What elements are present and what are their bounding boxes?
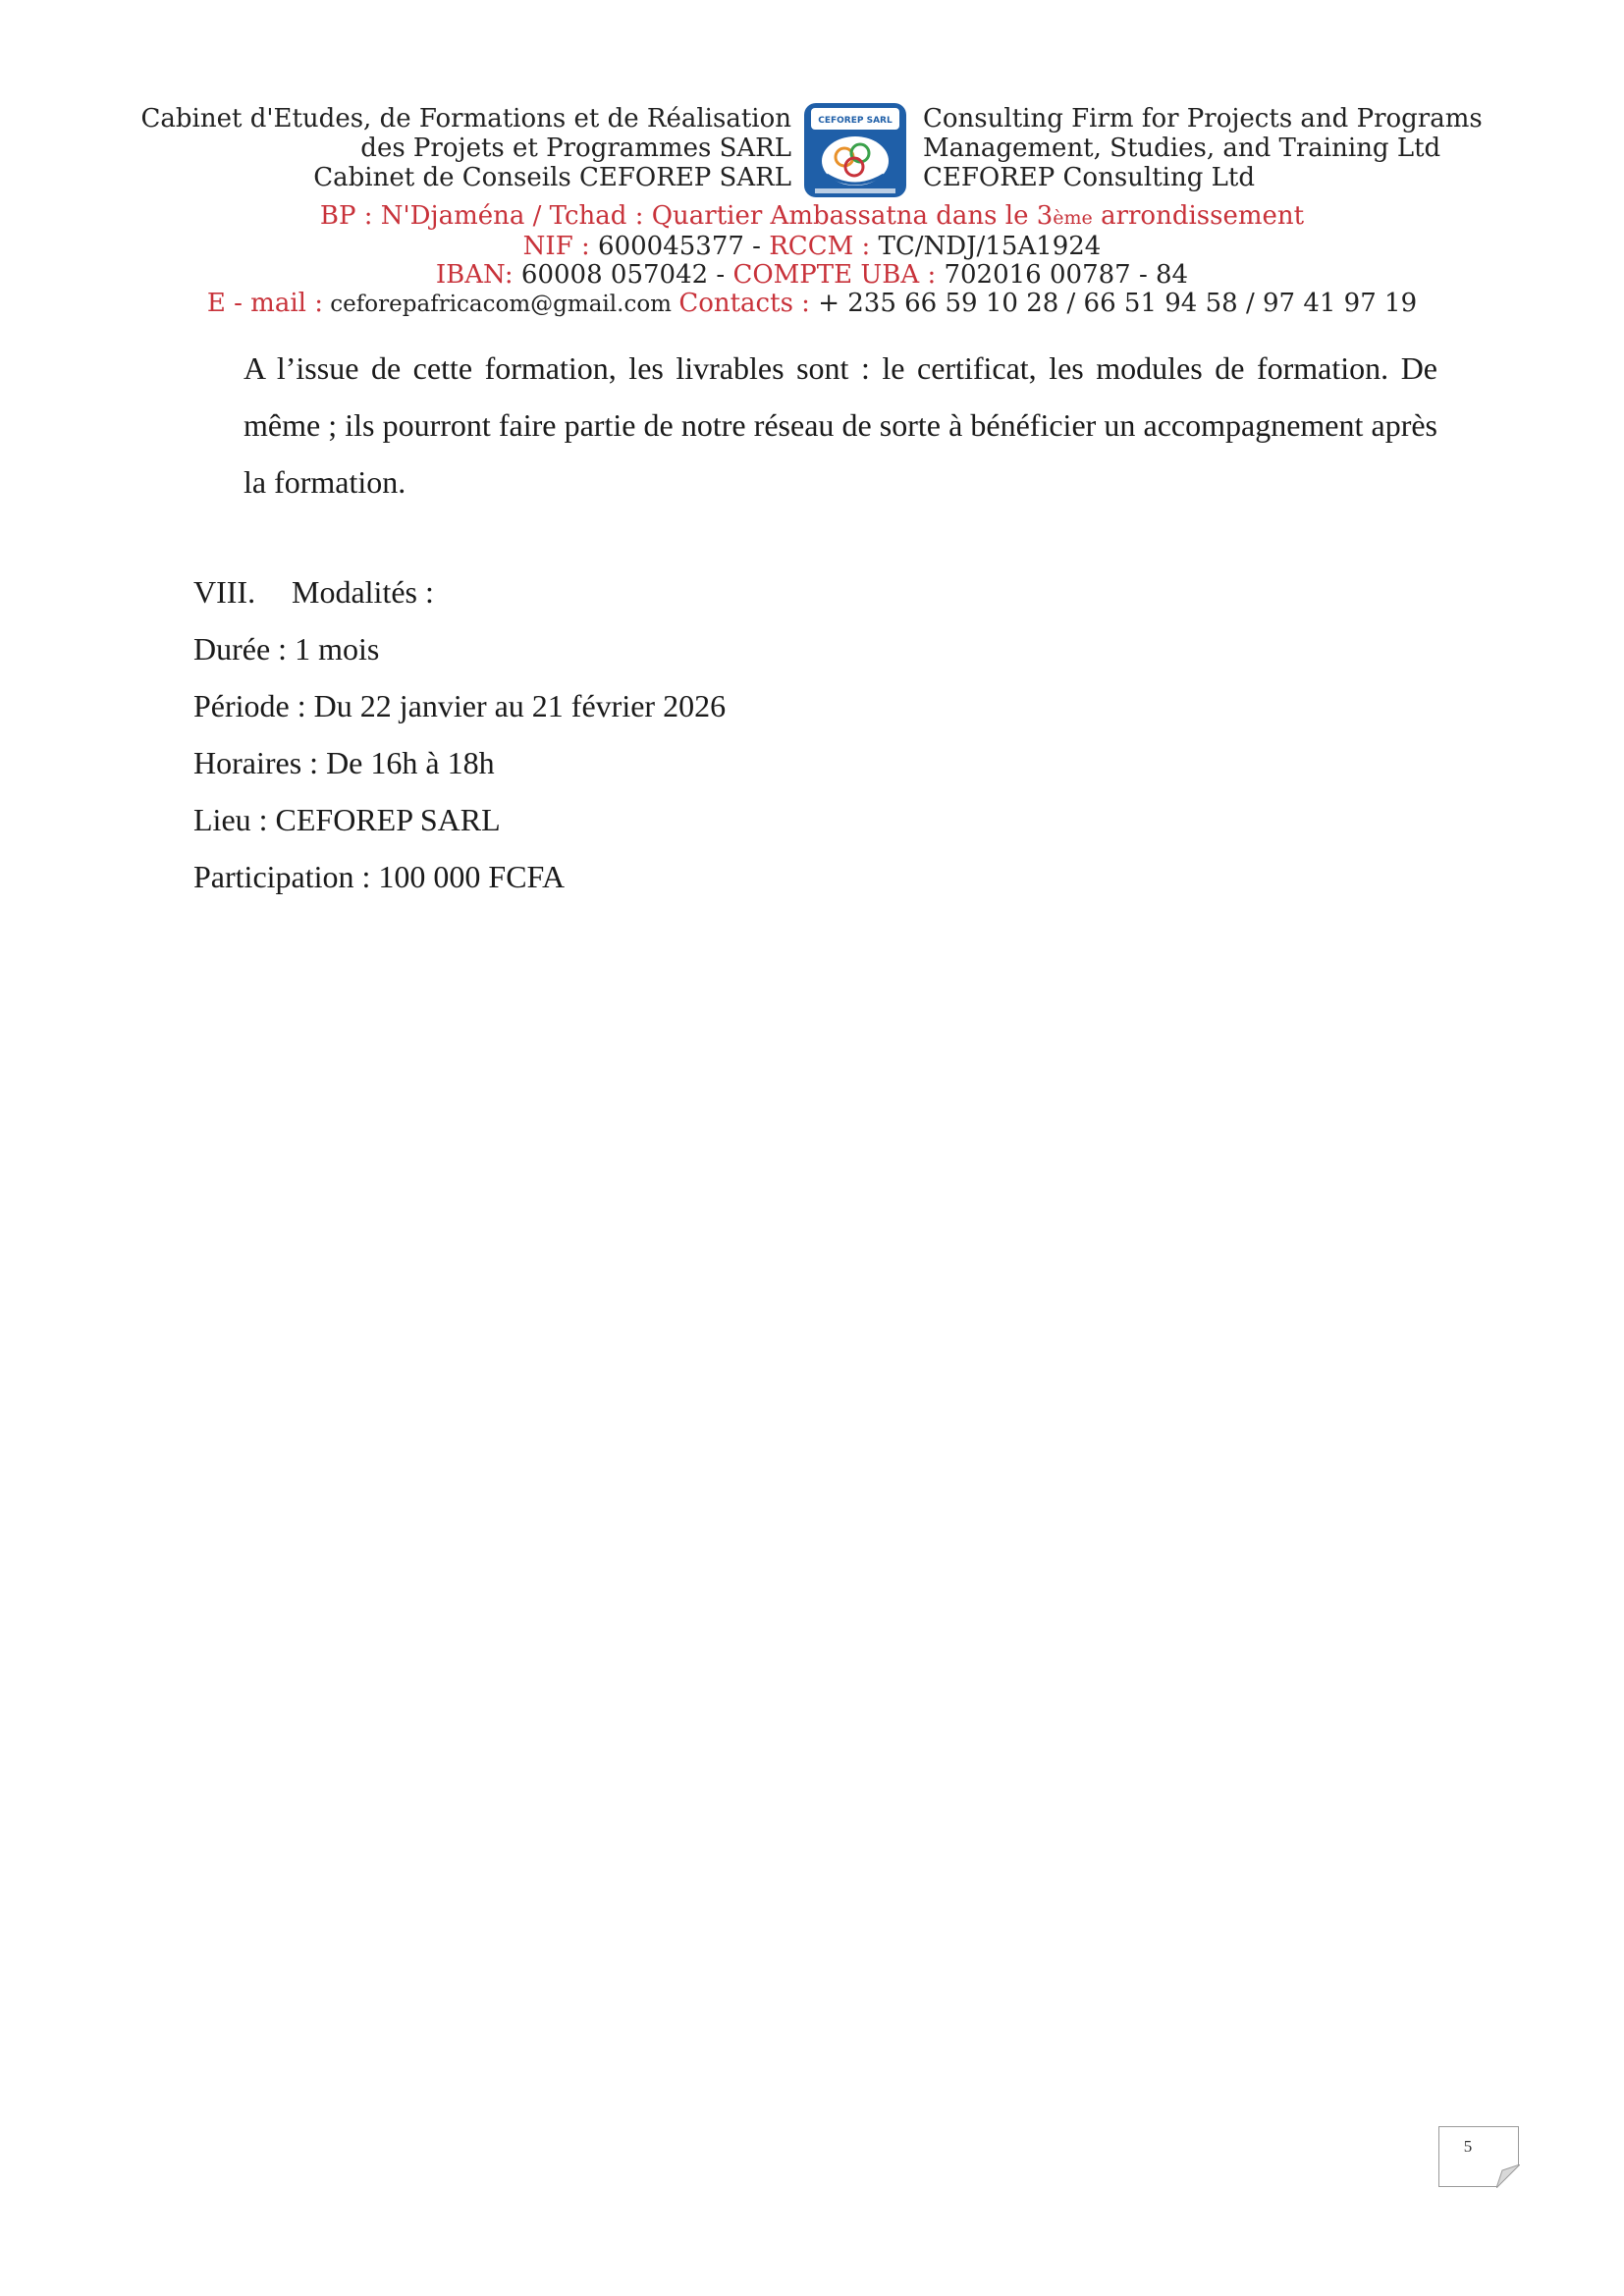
section-number: VIII. — [193, 574, 256, 610]
page-number-box — [1438, 2126, 1519, 2187]
english-name-line: Management, Studies, and Training Ltd — [923, 133, 1441, 163]
modalites-section — [193, 563, 726, 905]
logo-text: CEFOREP SARL — [818, 116, 893, 126]
rccm-label: RCCM : — [769, 232, 871, 261]
rccm-value: TC/NDJ/15A1924 — [870, 232, 1102, 261]
contact-line — [0, 290, 1624, 319]
compte-label: COMPTE UBA : — [732, 260, 937, 290]
bank-line — [0, 261, 1624, 290]
email-label: E - mail : — [206, 289, 323, 318]
iban-value: 60008 057042 - — [513, 260, 733, 290]
ceforep-logo — [803, 102, 907, 198]
letterhead-details — [0, 202, 1624, 319]
section-title: Modalités : — [292, 574, 434, 610]
email-value: ceforepafricacom@gmail.com — [322, 292, 679, 317]
letterhead-top — [0, 94, 1624, 202]
address-text: BP : N'Djaména / Tchad : Quartier Ambassatna dans le 3 — [319, 201, 1054, 231]
section-heading — [193, 563, 726, 620]
address-superscript: ème — [1053, 207, 1093, 229]
duration-line: Durée : 1 mois — [193, 631, 380, 667]
letterhead-english-name — [923, 104, 1483, 192]
contacts-value: + 235 66 59 10 28 / 66 51 94 58 / 97 41 97 19 — [809, 289, 1418, 318]
french-name-line: des Projets et Programmes SARL — [360, 133, 791, 163]
schedule-line: Horaires : De 16h à 18h — [193, 745, 495, 780]
address-suffix: arrondissement — [1092, 201, 1305, 231]
deliverables-paragraph: A l’issue de cette formation, les livrables sont : le certificat, les modules de formation. De même ; ils pourront faire partie de notre réseau de sorte à bénéficier un accompagnement après la formation. — [244, 350, 1437, 500]
english-name-line: Consulting Firm for Projects and Programs — [923, 104, 1483, 133]
contacts-label: Contacts : — [678, 289, 810, 318]
french-name-line: Cabinet de Conseils CEFOREP SARL — [313, 163, 791, 192]
location-line: Lieu : CEFOREP SARL — [193, 802, 501, 837]
participation-line: Participation : 100 000 FCFA — [193, 859, 566, 894]
letterhead — [0, 94, 1624, 319]
page-curl-icon — [1496, 2164, 1520, 2188]
english-name-line: CEFOREP Consulting Ltd — [923, 163, 1256, 192]
address-line — [0, 202, 1624, 233]
letterhead-french-name — [141, 104, 791, 192]
registration-line — [0, 233, 1624, 261]
nif-value: 600045377 - — [589, 232, 770, 261]
period-line: Période : Du 22 janvier au 21 février 2026 — [193, 688, 727, 723]
page-number: 5 — [1463, 2137, 1473, 2156]
nif-label: NIF : — [522, 232, 590, 261]
compte-value: 702016 00787 - 84 — [936, 260, 1189, 290]
iban-label: IBAN: — [435, 260, 514, 290]
french-name-line: Cabinet d'Etudes, de Formations et de Réalisation — [140, 104, 791, 133]
